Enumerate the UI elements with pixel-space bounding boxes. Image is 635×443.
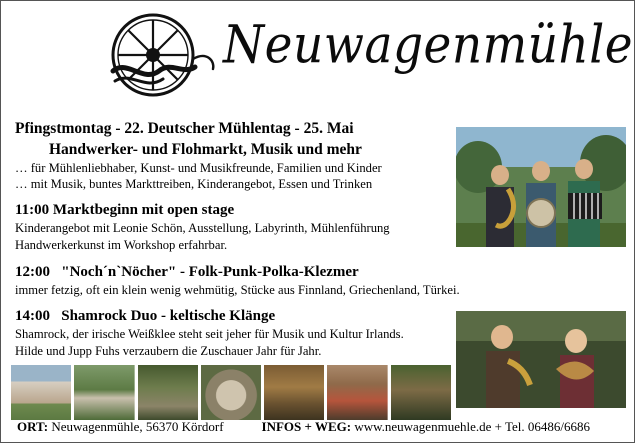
subline-2: … mit Musik, buntes Markttreiben, Kinderangebot, Essen und Trinken	[15, 177, 373, 192]
program-item-3-body-2: Hilde und Jupp Fuhs verzaubern die Zuschauer Jahr für Jahr.	[15, 343, 322, 358]
watermill-wheel-logo	[97, 9, 217, 105]
program-item-1-body-2: Handwerkerkunst im Workshop erfahrbar.	[15, 238, 228, 253]
program-item-3-time: 14:00	[15, 308, 50, 325]
photo-strip-item-5	[264, 365, 324, 420]
program-item-1-time: 11:00	[15, 202, 50, 219]
program-item-2-time: 12:00	[15, 263, 50, 280]
program-item-2-body-1: immer fetzig, oft ein klein wenig wehmütig, Stücke aus Finnland, Griechenland, Türkei.	[15, 282, 460, 297]
photo-strip-item-6	[327, 365, 387, 420]
program-item-2-label: "Noch´n`Nöcher" - Folk-Punk-Polka-Klezmer	[61, 263, 359, 280]
headline-line-2: Handwerker- und Flohmarkt, Musik und mehr	[49, 141, 362, 159]
footer	[1, 416, 634, 438]
footer-infos	[262, 419, 590, 435]
photo-strip-item-7	[391, 365, 451, 420]
photo-strip-item-4	[201, 365, 261, 420]
program-item-2-title	[15, 263, 624, 281]
footer-infos-label: INFOS + WEG:	[261, 419, 352, 434]
footer-location-label: ORT:	[17, 419, 49, 434]
band-photo	[456, 127, 626, 247]
photo-strip-item-2	[74, 365, 134, 420]
program-item-1-label: Marktbeginn mit open stage	[52, 202, 235, 219]
program-item-3-body-1: Shamrock, der irische Weißklee steht seit jeher für Musik und Kultur Irlands.	[15, 327, 404, 342]
footer-location	[17, 419, 224, 435]
footer-location-value: Neuwagenmühle, 56370 Kördorf	[51, 419, 224, 434]
photo-strip	[11, 365, 451, 420]
brand-title: Neuwagenmühle	[223, 14, 634, 77]
photo-strip-item-1	[11, 365, 71, 420]
footer-infos-value: www.neuwagenmuehle.de + Tel. 06486/6686	[354, 419, 590, 434]
program-item-3-label: Shamrock Duo - keltische Klänge	[61, 308, 276, 325]
subline-1: … für Mühlenliebhaber, Kunst- und Musikfreunde, Familien und Kinder	[15, 160, 382, 175]
header	[1, 1, 634, 117]
duo-photo	[456, 311, 626, 408]
program-item-1-body-1: Kinderangebot mit Leonie Schön, Ausstellung, Labyrinth, Mühlenführung	[15, 221, 390, 236]
headline-line-1: Pfingstmontag - 22. Deutscher Mühlentag - 25. Mai	[15, 120, 354, 137]
photo-strip-item-3	[138, 365, 198, 420]
